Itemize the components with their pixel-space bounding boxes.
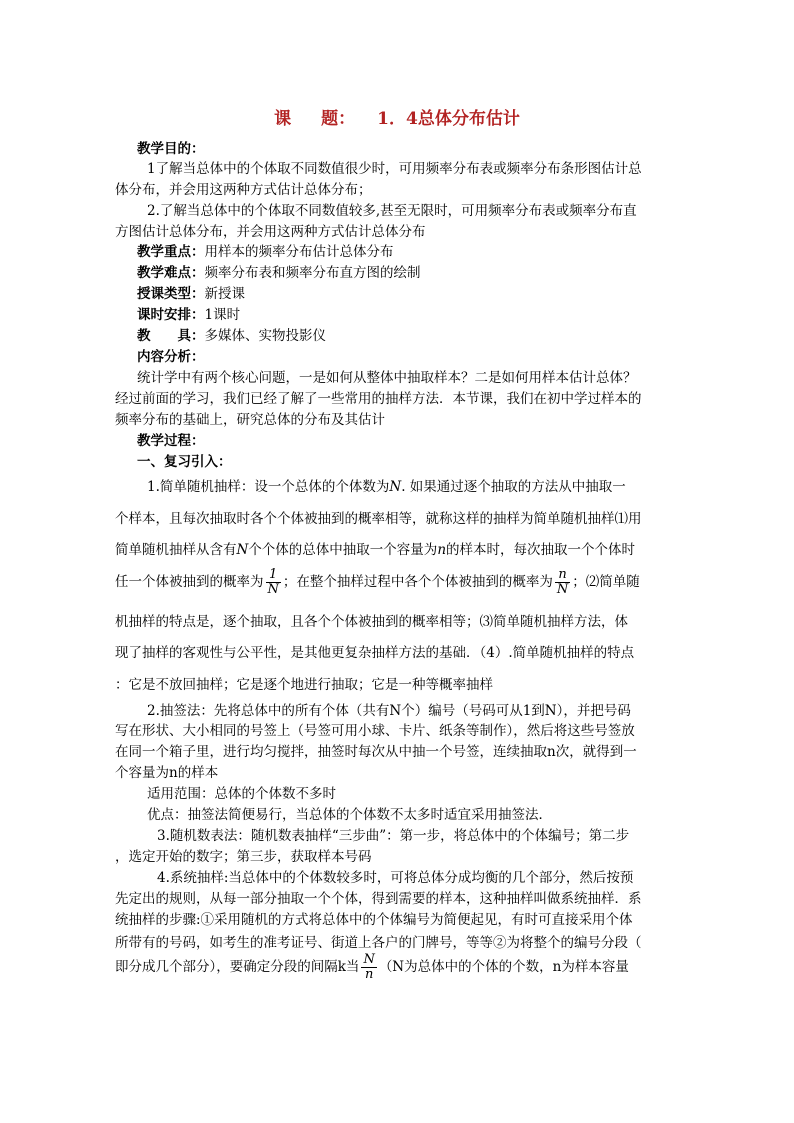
srs-line-5: 机抽样的特点是，逐个抽取，且各个个体被抽到的概率相等；⑶简单随机抽样方法，体 [115,614,628,630]
srs-line-3-text-c: 的样本时，每次抽取一个个体时 [446,542,636,558]
systematic-line-2: 先定出的规则，从每一部分抽取一个个体，得到需要的样本，这种抽样叫做系统抽样．系 [115,891,642,907]
fraction-1-over-n [266,568,281,597]
class-hours-label: 课时安排： [137,307,205,323]
process-heading: 教学过程： [137,433,205,449]
srs-line-1-text-b: . 如果通过逐个抽取的方法从中抽取一 [401,479,626,495]
key-point-label: 教学重点： [137,244,205,260]
fraction-1-denominator: N [267,582,279,597]
srs-line-7: ：它是不放回抽样；它是逐个地进行抽取；它是一种等概率抽样 [115,677,493,693]
srs-line-3-var-n: N [236,542,249,558]
fraction-n-over-small-n [361,953,376,982]
objective-2-line-2: 方图估计总体分布，并会用这两种方式估计总体分布 [115,224,426,240]
teaching-tools-label: 教 具： [137,328,205,344]
fraction-1-numerator: 1 [266,568,281,583]
fraction-3-numerator: N [363,952,375,967]
difficulty-value: 频率分布表和频率分布直方图的绘制 [204,265,421,281]
lesson-type-value: 新授课 [204,286,245,302]
analysis-line-2: 经过前面的学习，我们已经了解了一些常用的抽样方法．本节课，我们在初中学过样本的 [115,391,642,407]
srs-line-3-text-a: 简单随机抽样从含有 [115,542,237,558]
systematic-line-1: 4.系统抽样:当总体中的个体数较多时，可将总体分成均衡的几个部分，然后按预 [157,870,634,886]
key-point [137,243,394,261]
lottery-merit: 优点：抽签法简便易行，当总体的个体数不太多时适宜采用抽签法． [147,807,552,823]
title-part-1: 课 [274,109,292,129]
fraction-2-numerator: n [555,568,570,583]
systematic-line-5-text-a: 即分成几个部分），要确定分段的间隔k当 [115,959,360,975]
lottery-scope: 适用范围：总体的个体数不多时 [147,786,336,802]
srs-line-4-text-a: 任一个体被抽到的概率为 [115,574,264,590]
lottery-line-4: 个容量为n的样本 [115,765,219,781]
class-hours [137,306,240,324]
objective-2-line-1: 2.了解当总体中的个体取不同数值较多,甚至无限时，可用频率分布表或频率分布直 [147,203,637,219]
srs-line-3 [115,541,635,559]
lesson-title [0,104,794,129]
objectives-heading: 教学目的： [137,141,205,157]
srs-line-1-text-a: 1.简单随机抽样：设一个总体的个体数为 [147,479,390,495]
srs-line-3-text-b: 个个体的总体中抽取一个容量为 [248,542,438,558]
srs-line-6: 现了抽样的客观性与公平性，是其他更复杂抽样方法的基础．（4）.简单随机抽样的特点 [115,645,635,661]
content-analysis-heading: 内容分析： [137,349,205,365]
lesson-type [137,285,245,303]
lottery-line-3: 在同一个箱子里，进行均匀搅拌，抽签时每次从中抽一个号签，连续抽取n次，就得到一 [115,744,637,760]
objective-1-line-1: 1了解当总体中的个体取不同数值很少时，可用频率分布表或频率分布条形图估计总 [147,161,642,177]
fraction-n-over-n [555,568,570,597]
section-review-heading: 一、复习引入： [137,454,232,470]
systematic-line-5-text-b: （N为总体中的个体的个数，n为样本容量 [378,959,629,975]
srs-line-1 [147,478,626,496]
analysis-line-3: 频率分布的基础上，研究总体的分布及其估计 [115,412,385,428]
srs-line-4-text-c: ；⑵简单随 [572,574,640,590]
random-table-line-1: 3.随机数表法：随机数表抽样“三步曲”：第一步，将总体中的个体编号；第二步 [157,828,630,844]
systematic-line-3: 统抽样的步骤:①采用随机的方式将总体中的个体编号为简便起见，有时可直接采用个体 [115,912,633,928]
difficulty [137,264,421,282]
srs-line-4-text-b: ；在整个抽样过程中各个个体被抽到的概率为 [282,574,553,590]
systematic-line-4: 所带有的号码，如考生的准考证号、街道上各户的门牌号，等等②为将整个的编号分段（ [115,935,642,951]
srs-line-4 [115,566,640,598]
title-part-2: 题： [321,109,356,129]
class-hours-value: 1课时 [204,307,241,323]
random-table-line-2: ，选定开始的数字；第三步，获取样本号码 [115,849,372,865]
objective-1-line-2: 体分布，并会用这两种方式估计总体分布； [115,182,372,198]
difficulty-label: 教学难点： [137,265,205,281]
fraction-2-denominator: N [556,582,569,597]
srs-line-1-var-n: N [389,479,402,495]
systematic-line-5 [115,950,629,984]
lottery-line-1: 2.抽签法：先将总体中的所有个体（共有N个）编号（号码可从1到N），并把号码 [147,703,631,719]
key-point-value: 用样本的频率分布估计总体分布 [204,244,394,260]
analysis-line-1: 统计学中有两个核心问题，一是如何从整体中抽取样本？二是如何用样本估计总体？ [137,370,637,386]
srs-line-2: 个样本，且每次抽取时各个个体被抽到的概率相等，就称这样的抽样为简单随机抽样⑴用 [115,511,642,527]
teaching-tools [137,327,326,345]
fraction-3-denominator: n [364,967,374,982]
srs-line-3-var-small-n: n [437,542,447,558]
lesson-type-label: 授课类型： [137,286,205,302]
title-part-3: 1．4总体分布估计 [377,109,520,129]
teaching-tools-value: 多媒体、实物投影仪 [204,328,326,344]
lottery-line-2: 写在形状、大小相同的号签上（号签可用小球、卡片、纸条等制作），然后将这些号签放 [115,723,635,739]
